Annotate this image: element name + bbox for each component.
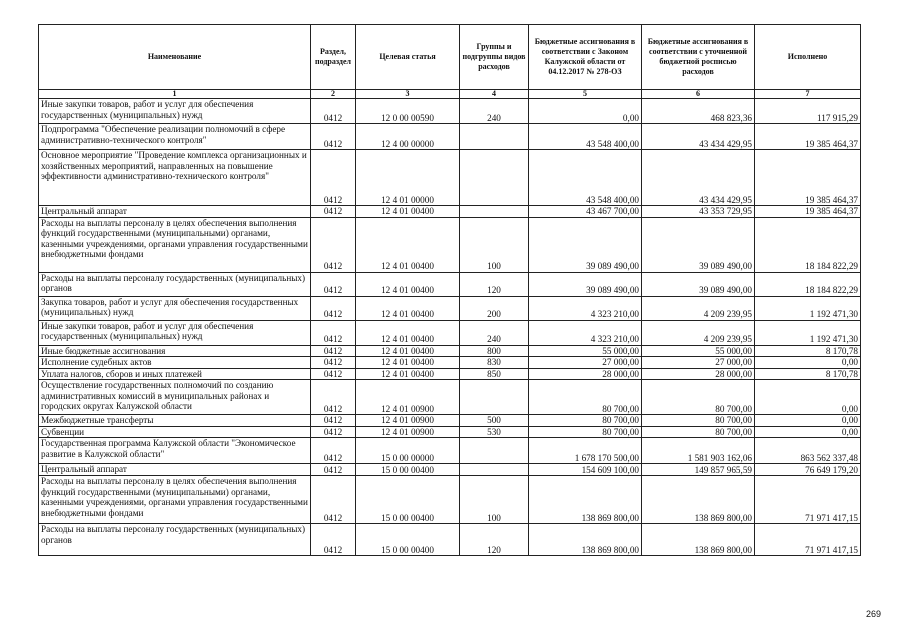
row-law-amount: 138 869 800,00 (529, 524, 642, 556)
header-refined: Бюджетные ассигнования в соответствии с уточненной бюджетной росписью расходов (642, 25, 755, 90)
table-row (39, 426, 861, 438)
row-refined-amount: 4 209 239,95 (642, 320, 755, 345)
row-name: Центральный аппарат (39, 464, 311, 476)
row-section: 0412 (311, 296, 356, 320)
row-group: 850 (460, 368, 529, 380)
row-group: 200 (460, 296, 529, 320)
row-executed-amount: 8 170,78 (755, 345, 861, 357)
row-article: 12 4 01 00400 (356, 357, 460, 369)
row-section: 0412 (311, 124, 356, 150)
table-row (39, 464, 861, 476)
row-law-amount: 43 548 400,00 (529, 124, 642, 150)
row-executed-amount: 19 385 464,37 (755, 124, 861, 150)
row-name: Субвенции (39, 426, 311, 438)
table-row (39, 415, 861, 427)
row-article: 12 4 01 00400 (356, 345, 460, 357)
row-law-amount: 80 700,00 (529, 426, 642, 438)
column-number: 4 (460, 90, 529, 99)
row-article: 12 4 01 00400 (356, 368, 460, 380)
row-article: 15 0 00 00400 (356, 476, 460, 524)
row-refined-amount: 80 700,00 (642, 415, 755, 427)
table-row (39, 124, 861, 150)
row-section: 0412 (311, 476, 356, 524)
row-group (460, 380, 529, 415)
row-law-amount: 0,00 (529, 99, 642, 124)
row-law-amount: 80 700,00 (529, 415, 642, 427)
table-row (39, 296, 861, 320)
row-section: 0412 (311, 345, 356, 357)
row-law-amount: 80 700,00 (529, 380, 642, 415)
table-row (39, 524, 861, 556)
row-section: 0412 (311, 206, 356, 218)
row-section: 0412 (311, 380, 356, 415)
row-law-amount: 55 000,00 (529, 345, 642, 357)
row-name: Исполнение судебных актов (39, 357, 311, 369)
row-executed-amount: 71 971 417,15 (755, 524, 861, 556)
row-refined-amount: 39 089 490,00 (642, 272, 755, 296)
row-refined-amount: 80 700,00 (642, 380, 755, 415)
row-group (460, 206, 529, 218)
table-row (39, 476, 861, 524)
row-executed-amount: 76 649 179,20 (755, 464, 861, 476)
row-name: Иные бюджетные ассигнования (39, 345, 311, 357)
row-refined-amount: 39 089 490,00 (642, 217, 755, 272)
row-executed-amount: 18 184 822,29 (755, 217, 861, 272)
row-name: Осуществление государственных полномочий по созданию административных комиссий в муниципальных районах и городских округах Калужской области (39, 380, 311, 415)
table-row (39, 380, 861, 415)
row-refined-amount: 43 434 429,95 (642, 124, 755, 150)
row-article: 12 4 01 00400 (356, 296, 460, 320)
row-article: 12 4 01 00400 (356, 320, 460, 345)
row-article: 12 4 00 00000 (356, 124, 460, 150)
row-refined-amount: 138 869 800,00 (642, 524, 755, 556)
row-article: 12 0 00 00590 (356, 99, 460, 124)
row-name: Расходы на выплаты персоналу в целях обеспечения выполнения функций государственными (муниципальными) органами, казенными учреждениями, органами управления государственными внебюджетными фондами (39, 217, 311, 272)
header-law: Бюджетные ассигнования в соответствии с Законом Калужской области от 04.12.2017 № 278-ОЗ (529, 25, 642, 90)
header-name: Наименование (39, 25, 311, 90)
row-group: 830 (460, 357, 529, 369)
row-law-amount: 43 548 400,00 (529, 150, 642, 206)
row-article: 12 4 01 00900 (356, 426, 460, 438)
row-name: Центральный аппарат (39, 206, 311, 218)
row-name: Расходы на выплаты персоналу в целях обеспечения выполнения функций государственными (муниципальными) органами, казенными учреждениями, органами управления государственными внебюджетными фондами (39, 476, 311, 524)
header-executed: Исполнено (755, 25, 861, 90)
row-name: Иные закупки товаров, работ и услуг для обеспечения государственных (муниципальных) нужд (39, 99, 311, 124)
row-executed-amount: 117 915,29 (755, 99, 861, 124)
row-executed-amount: 1 192 471,30 (755, 320, 861, 345)
column-number-row (39, 90, 861, 99)
row-name: Подпрограмма "Обеспечение реализации полномочий в сфере административно-технического контроля" (39, 124, 311, 150)
row-law-amount: 154 609 100,00 (529, 464, 642, 476)
row-name: Расходы на выплаты персоналу государственных (муниципальных) органов (39, 272, 311, 296)
row-section: 0412 (311, 320, 356, 345)
row-group: 240 (460, 99, 529, 124)
row-law-amount: 28 000,00 (529, 368, 642, 380)
row-article: 15 0 00 00400 (356, 524, 460, 556)
row-section: 0412 (311, 272, 356, 296)
header-article: Целевая статья (356, 25, 460, 90)
table-row (39, 320, 861, 345)
row-law-amount: 39 089 490,00 (529, 217, 642, 272)
row-law-amount: 27 000,00 (529, 357, 642, 369)
row-section: 0412 (311, 524, 356, 556)
row-name: Межбюджетные трансферты (39, 415, 311, 427)
row-law-amount: 43 467 700,00 (529, 206, 642, 218)
row-executed-amount: 71 971 417,15 (755, 476, 861, 524)
row-refined-amount: 43 353 729,95 (642, 206, 755, 218)
row-name: Уплата налогов, сборов и иных платежей (39, 368, 311, 380)
row-section: 0412 (311, 150, 356, 206)
row-law-amount: 4 323 210,00 (529, 296, 642, 320)
row-section: 0412 (311, 438, 356, 464)
row-refined-amount: 55 000,00 (642, 345, 755, 357)
row-group: 240 (460, 320, 529, 345)
row-name: Иные закупки товаров, работ и услуг для обеспечения государственных (муниципальных) нужд (39, 320, 311, 345)
row-name: Закупка товаров, работ и услуг для обеспечения государственных (муниципальных) нужд (39, 296, 311, 320)
row-section: 0412 (311, 415, 356, 427)
row-article: 15 0 00 00000 (356, 438, 460, 464)
row-executed-amount: 0,00 (755, 357, 861, 369)
budget-table (38, 24, 861, 556)
row-name: Государственная программа Калужской области "Экономическое развитие в Калужской области" (39, 438, 311, 464)
row-section: 0412 (311, 357, 356, 369)
row-refined-amount: 468 823,36 (642, 99, 755, 124)
row-section: 0412 (311, 464, 356, 476)
row-law-amount: 4 323 210,00 (529, 320, 642, 345)
row-article: 12 4 01 00400 (356, 217, 460, 272)
row-law-amount: 39 089 490,00 (529, 272, 642, 296)
table-row (39, 357, 861, 369)
row-executed-amount: 8 170,78 (755, 368, 861, 380)
table-row (39, 217, 861, 272)
row-executed-amount: 19 385 464,37 (755, 206, 861, 218)
row-executed-amount: 19 385 464,37 (755, 150, 861, 206)
row-group: 120 (460, 272, 529, 296)
row-group (460, 464, 529, 476)
column-number: 3 (356, 90, 460, 99)
row-section: 0412 (311, 426, 356, 438)
header-section: Раздел, подраздел (311, 25, 356, 90)
row-group: 120 (460, 524, 529, 556)
table-row (39, 368, 861, 380)
header-group: Группы и подгруппы видов расходов (460, 25, 529, 90)
row-executed-amount: 18 184 822,29 (755, 272, 861, 296)
column-number: 7 (755, 90, 861, 99)
row-executed-amount: 0,00 (755, 426, 861, 438)
column-number: 2 (311, 90, 356, 99)
row-section: 0412 (311, 368, 356, 380)
row-refined-amount: 28 000,00 (642, 368, 755, 380)
row-refined-amount: 4 209 239,95 (642, 296, 755, 320)
row-executed-amount: 863 562 337,48 (755, 438, 861, 464)
row-article: 15 0 00 00400 (356, 464, 460, 476)
row-name: Расходы на выплаты персоналу государственных (муниципальных) органов (39, 524, 311, 556)
row-article: 12 4 01 00900 (356, 380, 460, 415)
table-row (39, 345, 861, 357)
row-article: 12 4 01 00900 (356, 415, 460, 427)
page-number: 269 (866, 609, 882, 619)
table-row (39, 99, 861, 124)
column-number: 5 (529, 90, 642, 99)
row-executed-amount: 0,00 (755, 415, 861, 427)
table-row (39, 150, 861, 206)
row-refined-amount: 27 000,00 (642, 357, 755, 369)
row-group: 500 (460, 415, 529, 427)
row-executed-amount: 0,00 (755, 380, 861, 415)
table-row (39, 206, 861, 218)
row-group: 530 (460, 426, 529, 438)
table-body (39, 99, 861, 556)
column-number: 1 (39, 90, 311, 99)
row-executed-amount: 1 192 471,30 (755, 296, 861, 320)
row-group (460, 150, 529, 206)
header-row (39, 25, 861, 90)
row-refined-amount: 149 857 965,59 (642, 464, 755, 476)
table-row (39, 438, 861, 464)
row-refined-amount: 1 581 903 162,06 (642, 438, 755, 464)
row-group: 100 (460, 217, 529, 272)
column-number: 6 (642, 90, 755, 99)
row-refined-amount: 43 434 429,95 (642, 150, 755, 206)
row-name: Основное мероприятие "Проведение комплекса организационных и хозяйственных мероприятий, направленных на повышение эффективности административно-технического контроля" (39, 150, 311, 206)
row-section: 0412 (311, 217, 356, 272)
row-article: 12 4 01 00400 (356, 206, 460, 218)
row-group: 800 (460, 345, 529, 357)
row-article: 12 4 01 00400 (356, 272, 460, 296)
row-article: 12 4 01 00000 (356, 150, 460, 206)
row-group (460, 438, 529, 464)
table-row (39, 272, 861, 296)
row-law-amount: 1 678 170 500,00 (529, 438, 642, 464)
row-law-amount: 138 869 800,00 (529, 476, 642, 524)
row-refined-amount: 138 869 800,00 (642, 476, 755, 524)
row-section: 0412 (311, 99, 356, 124)
row-group: 100 (460, 476, 529, 524)
row-group (460, 124, 529, 150)
row-refined-amount: 80 700,00 (642, 426, 755, 438)
